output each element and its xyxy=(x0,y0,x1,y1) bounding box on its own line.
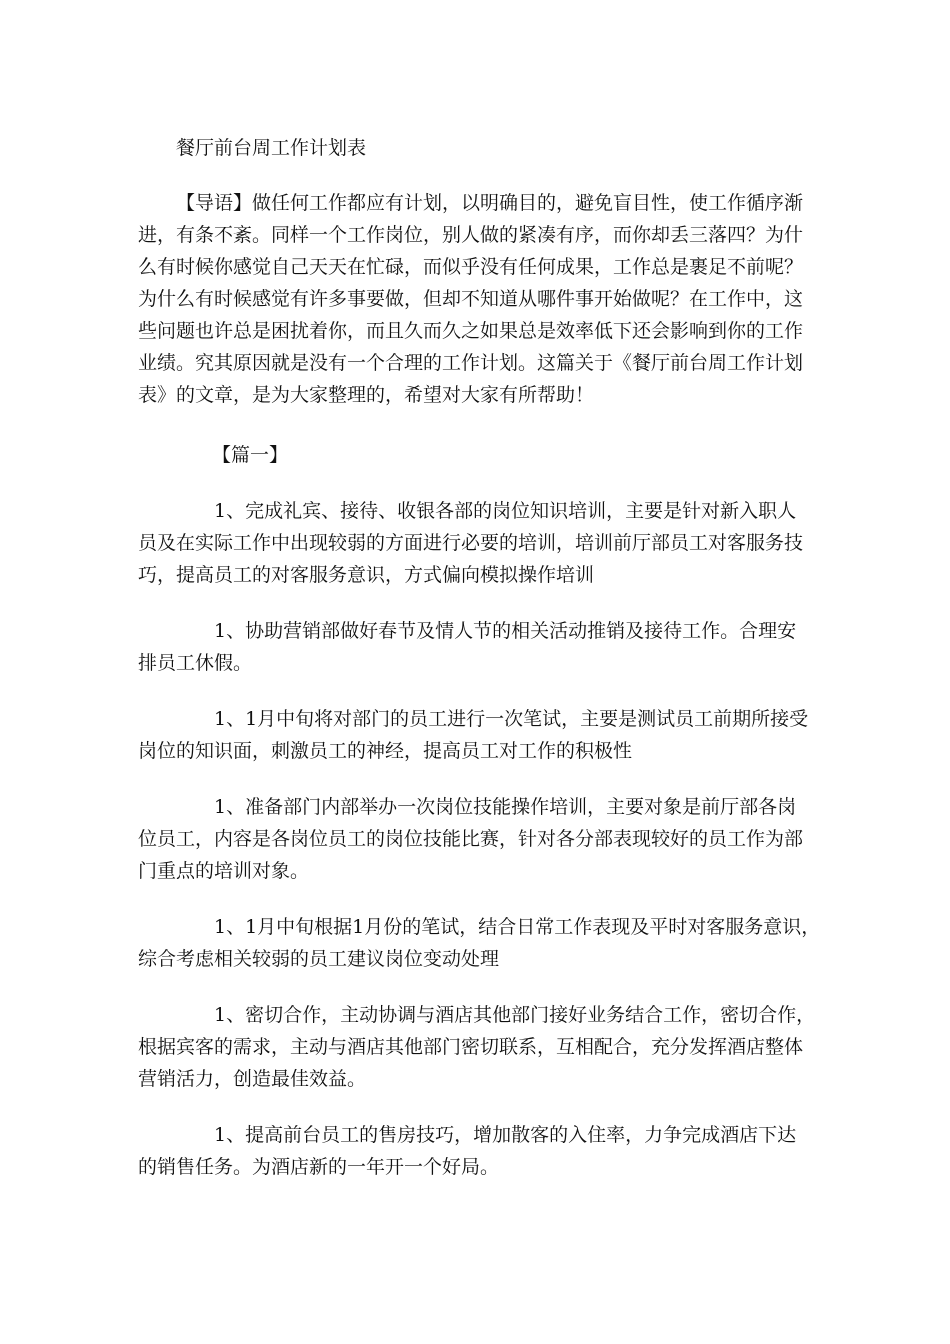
plan-item-line: 营销活力，创造最佳效益。 xyxy=(138,1068,367,1090)
intro-line: 进，有条不紊。同样一个工作岗位，别人做的紧凑有序，而你却丢三落四？为什 xyxy=(138,224,804,246)
intro-paragraph xyxy=(138,187,818,411)
plan-item-5 xyxy=(138,911,821,975)
plan-item-2 xyxy=(138,615,818,679)
plan-item-line: 1、提高前台员工的售房技巧，增加散客的入住率，力争完成酒店下达 xyxy=(214,1124,797,1146)
intro-line: 些问题也许总是困扰着你，而且久而久之如果总是效率低下还会影响到你的工作 xyxy=(138,320,804,342)
intro-line: 为什么有时候感觉有许多事要做，但却不知道从哪件事开始做呢？在工作中，这 xyxy=(138,288,804,310)
plan-item-3 xyxy=(138,703,818,767)
plan-item-6 xyxy=(138,999,818,1095)
plan-item-line: 综合考虑相关较弱的员工建议岗位变动处理 xyxy=(138,948,500,970)
intro-line: 【导语】做任何工作都应有计划，以明确目的，避免盲目性，使工作循序渐 xyxy=(176,192,804,214)
document-title: 餐厅前台周工作计划表 xyxy=(176,137,367,159)
plan-item-line: 巧，提高员工的对客服务意识，方式偏向模拟操作培训 xyxy=(138,564,595,586)
intro-line: 么有时候你感觉自己天天在忙碌，而似乎没有任何成果，工作总是裹足不前呢？ xyxy=(138,256,804,278)
plan-item-4 xyxy=(138,791,818,887)
plan-item-line: 1、完成礼宾、接待、收银各部的岗位知识培训，主要是针对新入职人 xyxy=(214,500,797,522)
plan-item-line: 1、协助营销部做好春节及情人节的相关活动推销及接待工作。合理安 xyxy=(214,620,797,642)
plan-item-line: 门重点的培训对象。 xyxy=(138,860,310,882)
plan-item-line: 1、1月中旬将对部门的员工进行一次笔试，主要是测试员工前期所接受 xyxy=(214,708,809,730)
plan-item-line: 1、准备部门内部举办一次岗位技能操作培训，主要对象是前厅部各岗 xyxy=(214,796,797,818)
plan-item-line: 员及在实际工作中出现较弱的方面进行必要的培训，培训前厅部员工对客服务技 xyxy=(138,532,804,554)
plan-item-line: 1、1月中旬根据1月份的笔试，结合日常工作表现及平时对客服务意识， xyxy=(214,916,821,938)
plan-item-line: 根据宾客的需求，主动与酒店其他部门密切联系，互相配合，充分发挥酒店整体 xyxy=(138,1036,804,1058)
plan-item-line: 排员工休假。 xyxy=(138,652,253,674)
plan-item-line: 位员工，内容是各岗位员工的岗位技能比赛，针对各分部表现较好的员工作为部 xyxy=(138,828,804,850)
plan-item-line: 的销售任务。为酒店新的一年开一个好局。 xyxy=(138,1156,500,1178)
plan-item-7 xyxy=(138,1119,818,1183)
intro-line: 业绩。究其原因就是没有一个合理的工作计划。这篇关于《餐厅前台周工作计划 xyxy=(138,352,804,374)
section-heading: 【篇一】 xyxy=(212,444,289,466)
intro-line: 表》的文章，是为大家整理的，希望对大家有所帮助！ xyxy=(138,384,595,406)
plan-item-line: 岗位的知识面，刺激员工的神经，提高员工对工作的积极性 xyxy=(138,740,633,762)
plan-item-1 xyxy=(138,495,818,591)
plan-item-line: 1、密切合作，主动协调与酒店其他部门接好业务结合工作，密切合作， xyxy=(214,1004,816,1026)
